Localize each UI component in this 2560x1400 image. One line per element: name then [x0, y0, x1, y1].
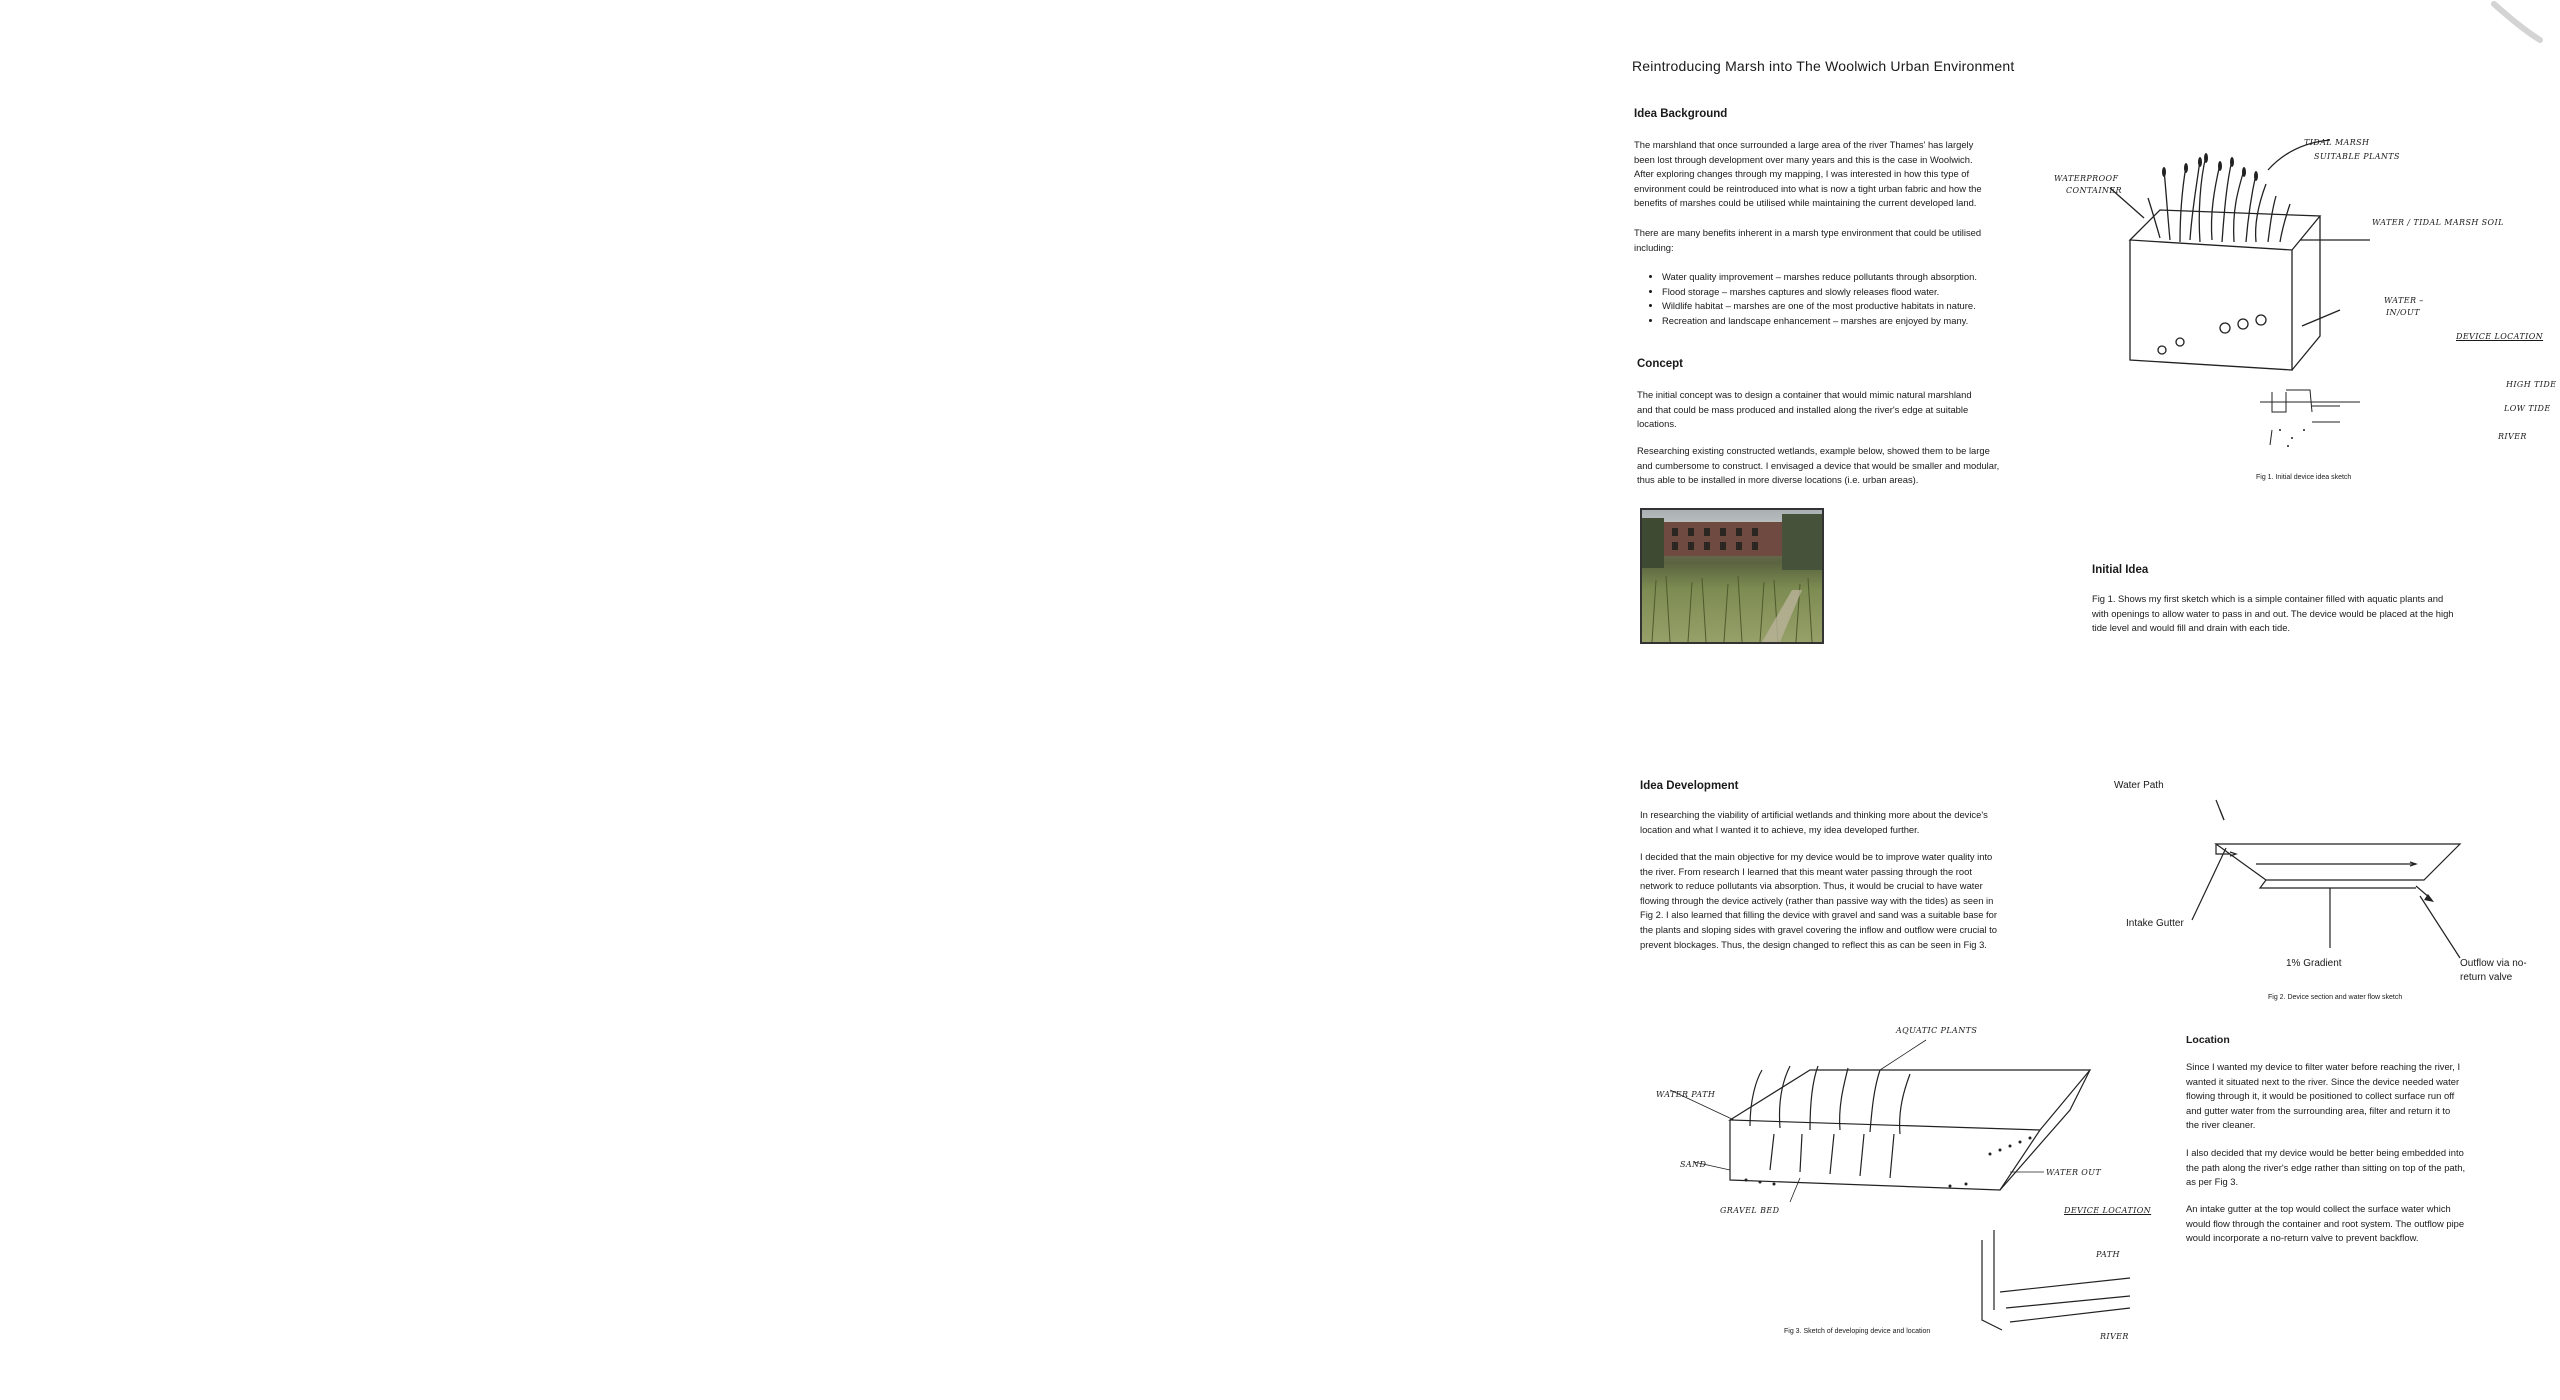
list-item: • Flood storage – marshes captures and slowly releases flood water.	[1662, 285, 1977, 300]
fig3-label-water-out: WATER OUT	[2046, 1168, 2102, 1177]
label-high-tide: HIGH TIDE	[2506, 380, 2557, 389]
location-paragraph-1: Since I wanted my device to filter water before reaching the river, I wanted it situated next to the river. Since the device needed water flowing through it, it would be positioned to collect surface run off and gutter water from the surrounding area, filter and return it to the river cleaner.	[2186, 1061, 2461, 1131]
label-waterproof: WATERPROOF	[2054, 174, 2119, 183]
idea-background-heading: Idea Background	[1634, 108, 1728, 120]
label-low-tide: LOW TIDE	[2504, 404, 2551, 413]
fig2-caption: Fig 2. Device section and water flow sketch	[2268, 994, 2403, 1001]
benefits-list	[1634, 270, 1977, 328]
label-suitable-plants: SUITABLE PLANTS	[2314, 152, 2400, 161]
list-item: • Wildlife habitat – marshes are one of the most productive habitats in nature.	[1662, 299, 1977, 314]
label-tidal-marsh: TIDAL MARSH	[2304, 138, 2370, 147]
idea-background-paragraph-2: There are many benefits inherent in a marsh type environment that could be utilised including:	[1634, 227, 1982, 253]
fig2-water-path-label: Water Path	[2114, 780, 2164, 791]
label-container: CONTAINER	[2066, 186, 2122, 195]
list-item: • Recreation and landscape enhancement – marshes are enjoyed by many.	[1662, 314, 1977, 329]
label-river: RIVER	[2498, 432, 2527, 441]
location-paragraph-3: An intake gutter at the top would collect the surface water which would flow through the container and root system. The outflow pipe would incorporate a no-return valve to prevent backflow.	[2186, 1203, 2465, 1244]
corner-smudge	[2490, 0, 2550, 50]
location-paragraph-2: I also decided that my device would be better being embedded into the path along the river's edge rather than sitting on top of the path, as per Fig 3.	[2186, 1147, 2466, 1188]
fig3-label-sand: SAND	[1680, 1160, 1707, 1169]
constructed-wetland-photo	[1640, 508, 1824, 644]
idea-background-paragraph-1: The marshland that once surrounded a large area of the river Thames' has largely been lost through development over many years and this is the case in Woolwich. After exploring changes through my mapping, I was interested in how this type of environment could be reintroduced into what is now a tight urban fabric and how the benefits of marshes could be utilised while maintaining the current developed land.	[1634, 139, 1982, 209]
fig3-device-sketch	[1650, 1030, 2130, 1300]
label-water-soil: WATER / TIDAL MARSH SOIL	[2372, 218, 2504, 227]
fig3-label-gravel-bed: GRAVEL BED	[1720, 1206, 1780, 1215]
concept-paragraph-1: The initial concept was to design a container that would mimic natural marshland and that could be mass produced and installed along the river's edge at suitable locations.	[1637, 389, 1972, 430]
initial-idea-paragraph: Fig 1. Shows my first sketch which is a simple container filled with aquatic plants and with openings to allow water to pass in and out. The device would be placed at the high tide level and would fill and drain with each tide.	[2092, 593, 2454, 634]
concept-heading: Concept	[1637, 358, 1683, 370]
label-water-in-out-2: IN/OUT	[2386, 308, 2420, 317]
fig2-outflow-label-1: Outflow via no-	[2460, 958, 2527, 969]
fig3-label-water-path: WATER PATH	[1656, 1090, 1716, 1099]
label-device-location: DEVICE LOCATION	[2456, 332, 2544, 341]
fig3-label-aquatic-plants: AQUATIC PLANTS	[1896, 1026, 1978, 1035]
fig3-label-device-location: DEVICE LOCATION	[2064, 1206, 2152, 1215]
list-item: • Water quality improvement – marshes reduce pollutants through absorption.	[1662, 270, 1977, 285]
fig2-intake-gutter-label: Intake Gutter	[2126, 918, 2184, 929]
idea-development-paragraph-1: In researching the viability of artificial wetlands and thinking more about the device's location and what I wanted it to achieve, my idea developed further.	[1640, 809, 1988, 835]
document-title: Reintroducing Marsh into The Woolwich Urban Environment	[1632, 58, 2015, 74]
label-water-in-out-1: WATER –	[2384, 296, 2424, 305]
fig3-label-path: PATH	[2096, 1250, 2120, 1259]
initial-idea-heading: Initial Idea	[2092, 564, 2149, 576]
fig2-section-sketch	[2180, 790, 2460, 960]
location-heading: Location	[2186, 1034, 2230, 1046]
fig2-outflow-label-2: return valve	[2460, 972, 2513, 983]
fig1-caption: Fig 1. Initial device idea sketch	[2256, 474, 2352, 481]
fig3-label-river: RIVER	[2100, 1332, 2129, 1341]
idea-development-paragraph-2: I decided that the main objective for my device would be to improve water quality into the river. From research I learned that this meant water passing through the root network to reduce pollutants via absorption. Thus, it would be crucial to have water flowing through the device actively (rather than passive way with the tides) as seen in Fig 2. I also learned that filling the device with gravel and sand was a suitable base for the plants and sloping sides with gravel covering the inflow and outflow were crucial to prevent blockages. Thus, the design changed to reflect this as can be seen in Fig 3.	[1640, 851, 1997, 950]
fig3-caption: Fig 3. Sketch of developing device and location	[1784, 1328, 1931, 1335]
idea-development-heading: Idea Development	[1640, 780, 1739, 792]
fig2-gradient-label: 1% Gradient	[2286, 958, 2342, 969]
concept-paragraph-2: Researching existing constructed wetlands, example below, showed them to be large and cumbersome to construct. I envisaged a device that would be smaller and modular, thus able to be installed in more diverse locations (i.e. urban areas).	[1637, 445, 2000, 486]
